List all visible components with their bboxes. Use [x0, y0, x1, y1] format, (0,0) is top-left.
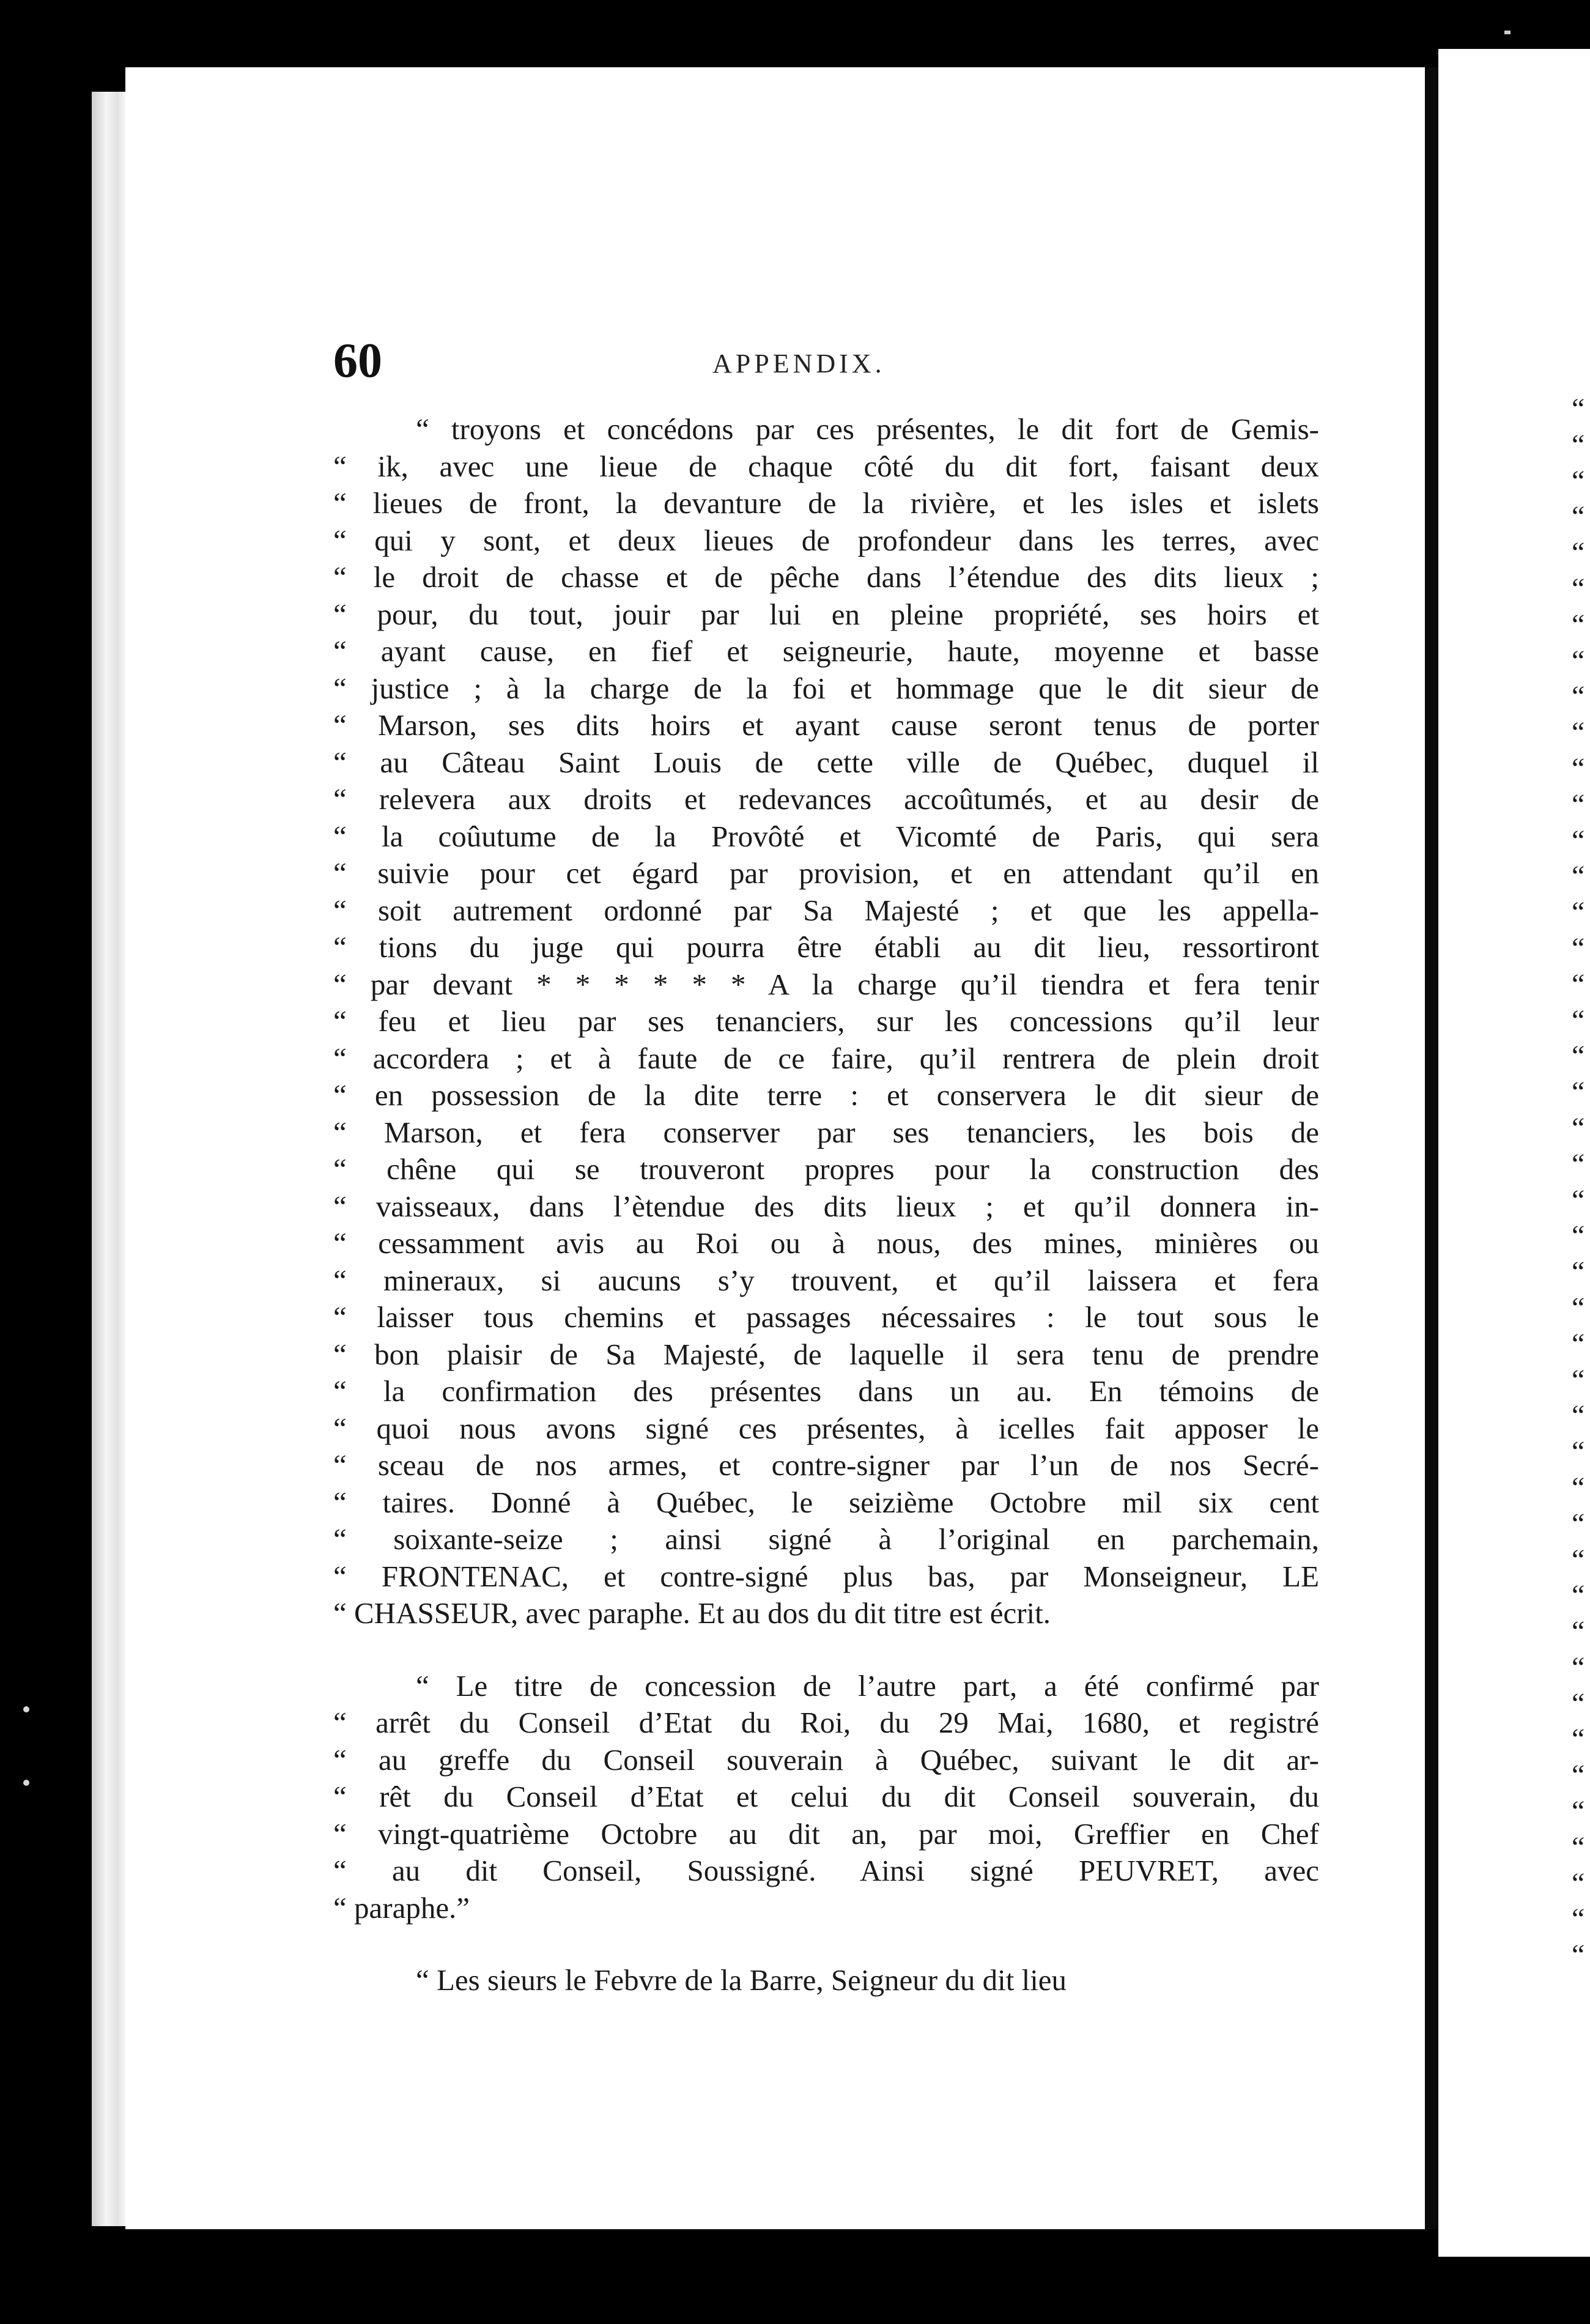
text-line: “ par devant * * * * * * A la charge qu’il tiendra et fera tenir: [333, 967, 1319, 1001]
facing-quote-mark: “: [1572, 1111, 1585, 1144]
paragraph: [333, 1962, 1319, 1999]
paragraph-gap: [333, 1632, 1319, 1668]
text-line: “ bon plaisir de Sa Majesté, de laquelle il sera tenu de prendre: [333, 1337, 1319, 1371]
paragraph-gap: [333, 1926, 1319, 1962]
text-line: “ au greffe du Conseil souverain à Québec, suivant le dit ar-: [333, 1742, 1319, 1777]
facing-quote-mark: “: [1572, 1903, 1585, 1936]
margin-speck: [23, 1780, 29, 1786]
facing-quote-mark: “: [1572, 931, 1585, 964]
text-line: “ chêne qui se trouveront propres pour la construction des: [333, 1152, 1319, 1186]
facing-quote-mark: “: [1572, 788, 1585, 821]
facing-quote-mark: “: [1572, 752, 1585, 785]
margin-speck: [23, 1706, 29, 1712]
facing-quote-mark: “: [1572, 824, 1585, 857]
text-line: “ pour, du tout, jouir par lui en pleine propriété, ses hoirs et: [333, 597, 1319, 631]
page-number: 60: [333, 334, 382, 388]
text-line: “ paraphe.”: [333, 1890, 470, 1925]
text-line: “ la coûutume de la Provôté et Vicomté de Paris, qui sera: [333, 819, 1319, 853]
text-line: “ lieues de front, la devanture de la rivière, et les isles et islets: [333, 486, 1319, 520]
text-line: “ tions du juge qui pourra être établi au dit lieu, ressortiront: [333, 930, 1319, 964]
facing-quote-mark: “: [1572, 1291, 1585, 1324]
facing-quote-mark: “: [1572, 968, 1585, 1001]
facing-quote-mark: “: [1572, 1723, 1585, 1756]
facing-quote-mark: “: [1572, 1076, 1585, 1109]
text-line: “ troyons et concédons par ces présentes, le dit fort de Gemis-: [416, 412, 1319, 446]
text-line: “ justice ; à la charge de la foi et hommage que le dit sieur de: [333, 671, 1319, 705]
facing-quote-mark: “: [1572, 1687, 1585, 1720]
text-line: “ Marson, et fera conserver par ses tenanciers, les bois de: [333, 1115, 1319, 1149]
facing-quote-mark: “: [1572, 1004, 1585, 1037]
text-line: “ Marson, ses dits hoirs et ayant cause seront tenus de porter: [333, 708, 1319, 742]
paragraph: [333, 1668, 1319, 1927]
text-line: “ Le titre de concession de l’autre part, a été confirmé par: [416, 1668, 1319, 1703]
facing-quote-mark: “: [1572, 1399, 1585, 1432]
facing-quote-mark: “: [1572, 1471, 1585, 1504]
body-text: [333, 411, 1319, 1999]
scan-speck: [1504, 31, 1511, 34]
facing-quote-mark: “: [1572, 1507, 1585, 1540]
facing-quote-mark: “: [1572, 1363, 1585, 1396]
facing-quote-mark: “: [1572, 1830, 1585, 1863]
text-line: “ ayant cause, en fief et seigneurie, haute, moyenne et basse: [333, 634, 1319, 668]
facing-quote-mark: “: [1572, 1615, 1585, 1648]
text-line: “ le droit de chasse et de pêche dans l’étendue des dits lieux ;: [333, 560, 1319, 594]
text-line: “ rêt du Conseil d’Etat et celui du dit Conseil souverain, du: [333, 1780, 1319, 1813]
text-line: “ arrêt du Conseil d’Etat du Roi, du 29 Mai, 1680, et registré: [333, 1706, 1319, 1739]
facing-quote-mark: “: [1572, 500, 1585, 533]
facing-quote-mark: “: [1572, 1327, 1585, 1360]
facing-quote-mark: “: [1572, 860, 1585, 893]
facing-quote-mark: “: [1572, 572, 1585, 605]
facing-quote-mark: “: [1572, 1795, 1585, 1828]
facing-quote-mark: “: [1572, 1219, 1585, 1253]
facing-page: [1438, 49, 1590, 2257]
text-line: “ en possession de la dite terre : et conservera le dit sieur de: [333, 1078, 1319, 1112]
text-line: “ vaisseaux, dans l’ètendue des dits lieux ; et qu’il donnera in-: [333, 1189, 1319, 1223]
text-line: “ taires. Donné à Québec, le seizième Octobre mil six cent: [333, 1485, 1319, 1519]
facing-quote-mark: “: [1572, 1579, 1585, 1612]
facing-quote-mark: “: [1572, 608, 1585, 641]
facing-quote-mark: “: [1572, 1435, 1585, 1468]
facing-quote-mark: “: [1572, 1543, 1585, 1576]
text-line: “ accordera ; et à faute de ce faire, qu’il rentrera de plein droit: [333, 1041, 1319, 1075]
text-line: “ laisser tous chemins et passages nécessaires : le tout sous le: [333, 1300, 1319, 1334]
margin-specks: [23, 1706, 29, 1853]
facing-page-quote-marks: [1572, 391, 1590, 1974]
text-line: “ FRONTENAC, et contre-signé plus bas, par Monseigneur, LE: [333, 1559, 1319, 1593]
facing-quote-mark: “: [1572, 1867, 1585, 1900]
text-line: “ la confirmation des présentes dans un au. En témoins de: [333, 1374, 1319, 1408]
text-line: “ ik, avec une lieue de chaque côté du dit fort, faisant deux: [333, 449, 1319, 483]
text-line: “ Les sieurs le Febvre de la Barre, Seigneur du dit lieu: [416, 1963, 1067, 1997]
facing-quote-mark: “: [1572, 680, 1585, 713]
text-line: “ soit autrement ordonné par Sa Majesté ; et que les appella-: [333, 893, 1319, 927]
text-line: “ feu et lieu par ses tenanciers, sur les concessions qu’il leur: [333, 1004, 1319, 1038]
facing-quote-mark: “: [1572, 1651, 1585, 1684]
page-edge-shadow: [92, 92, 128, 2226]
book-gutter: [1425, 67, 1438, 2229]
text-line: “ suivie pour cet égard par provision, et en attendant qu’il en: [333, 856, 1319, 890]
facing-quote-mark: “: [1572, 464, 1585, 497]
text-line: “ vingt-quatrième Octobre au dit an, par moi, Greffier en Chef: [333, 1816, 1319, 1851]
text-line: “ mineraux, si aucuns s’y trouvent, et qu’il laissera et fera: [333, 1263, 1319, 1297]
facing-quote-mark: “: [1572, 536, 1585, 569]
facing-quote-mark: “: [1572, 1040, 1585, 1073]
text-line: “ sceau de nos armes, et contre-signer par l’un de nos Secré-: [333, 1448, 1319, 1482]
facing-quote-mark: “: [1572, 428, 1585, 461]
text-line: “ quoi nous avons signé ces présentes, à icelles fait apposer le: [333, 1411, 1319, 1445]
text-line: “ qui y sont, et deux lieues de profondeur dans les terres, avec: [333, 523, 1319, 557]
text-line: “ relevera aux droits et redevances accoûtumés, et au desir de: [333, 782, 1319, 816]
text-line: “ CHASSEUR, avec paraphe. Et au dos du dit titre est écrit.: [333, 1596, 1051, 1630]
facing-quote-mark: “: [1572, 1256, 1585, 1289]
running-head-title: APPENDIX.: [712, 349, 886, 379]
running-head: [333, 330, 1312, 404]
facing-quote-mark: “: [1572, 1759, 1585, 1792]
facing-quote-mark: “: [1572, 896, 1585, 929]
facing-quote-mark: “: [1572, 1147, 1585, 1180]
text-line: “ soixante-seize ; ainsi signé à l’original en parchemain,: [333, 1522, 1319, 1556]
facing-quote-mark: “: [1572, 716, 1585, 749]
facing-quote-mark: “: [1572, 393, 1585, 425]
facing-quote-mark: “: [1572, 1939, 1585, 1972]
text-line: “ cessamment avis au Roi ou à nous, des mines, minières ou: [333, 1226, 1319, 1260]
paragraph: [333, 411, 1319, 1632]
text-line: “ au Câteau Saint Louis de cette ville de Québec, duquel il: [333, 745, 1319, 779]
facing-quote-mark: “: [1572, 644, 1585, 677]
text-line: “ au dit Conseil, Soussigné. Ainsi signé PEUVRET, avec: [333, 1854, 1319, 1887]
facing-quote-mark: “: [1572, 1183, 1585, 1216]
